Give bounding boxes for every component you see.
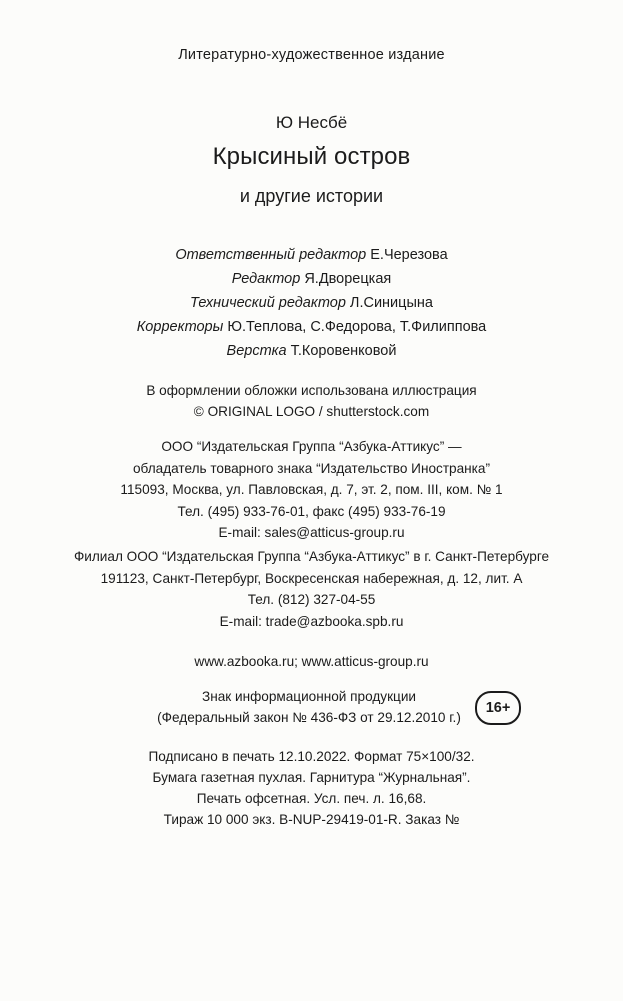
branch-info [0,546,623,632]
credit-role: Верстка [226,343,287,359]
cover-credit-line: © ORIGINAL LOGO / shutterstock.com [193,404,430,419]
branch-address: 191123, Санкт-Петербург, Воскресенская набережная, д. 12, лит. А [100,570,523,586]
credit-role: Редактор [231,271,301,287]
credit-names: Т.Коровенковой [290,343,397,359]
branch-email: E-mail: trade@azbooka.spb.ru [219,613,404,629]
credit-names: Е.Черезова [370,247,448,263]
print-info [0,746,623,830]
print-info-line: Подписано в печать 12.10.2022. Формат 75×100/32. [148,749,475,764]
print-info-line: Бумага газетная пухлая. Гарнитура “Журнальная”. [152,770,471,785]
edition-type: Литературно-художественное издание [178,47,445,63]
cover-credit [0,380,623,422]
print-info-line: Тираж 10 000 экз. B-NUP-29419-01-R. Заказ № [163,812,460,827]
credit-role: Корректоры [136,319,224,335]
credit-row [0,315,623,339]
credit-role: Технический редактор [190,295,346,311]
credit-row [0,339,623,363]
book-subtitle: и другие истории [239,186,384,206]
book-title: Крысиный остров [212,143,411,170]
publisher-trademark: обладатель товарного знака “Издательство Иностранка” [132,460,491,476]
info-mark [0,686,623,732]
branch-phone: Тел. (812) 327-04-55 [247,592,376,607]
credit-names: Я.Дворецкая [304,271,392,287]
credit-names: Ю.Теплова, С.Федорова, Т.Филиппова [227,319,487,335]
credits-list [0,243,623,363]
credit-role: Ответственный редактор [175,247,367,263]
cover-credit-line: В оформлении обложки использована иллюстрация [146,383,477,398]
info-mark-law: (Федеральный закон № 436-ФЗ от 29.12.2010 г.) [157,710,461,725]
print-info-line: Печать офсетная. Усл. печ. л. 16,68. [196,791,427,806]
credit-row [0,267,623,291]
branch-name: Филиал ООО “Издательская Группа “Азбука-Аттикус” в г. Санкт-Петербурге [73,549,550,564]
info-mark-line: Знак информационной продукции [201,689,417,704]
book-author: Ю Несбё [275,113,348,132]
publisher-email: E-mail: sales@atticus-group.ru [218,525,405,540]
credit-row [0,291,623,315]
websites: www.azbooka.ru; www.atticus-group.ru [194,654,429,669]
credit-names: Л.Синицына [349,295,433,311]
publisher-phone: Тел. (495) 933-76-01, факс (495) 933-76-19 [177,503,446,519]
credit-row [0,243,623,267]
publisher-name: ООО “Издательская Группа “Азбука-Аттикус” — [161,439,462,454]
publisher-info [0,436,623,544]
info-mark-text [150,686,468,728]
age-rating-badge: 16+ [475,691,521,725]
publisher-address: 115093, Москва, ул. Павловская, д. 7, эт. 2, пом. III, ком. № 1 [120,482,503,497]
